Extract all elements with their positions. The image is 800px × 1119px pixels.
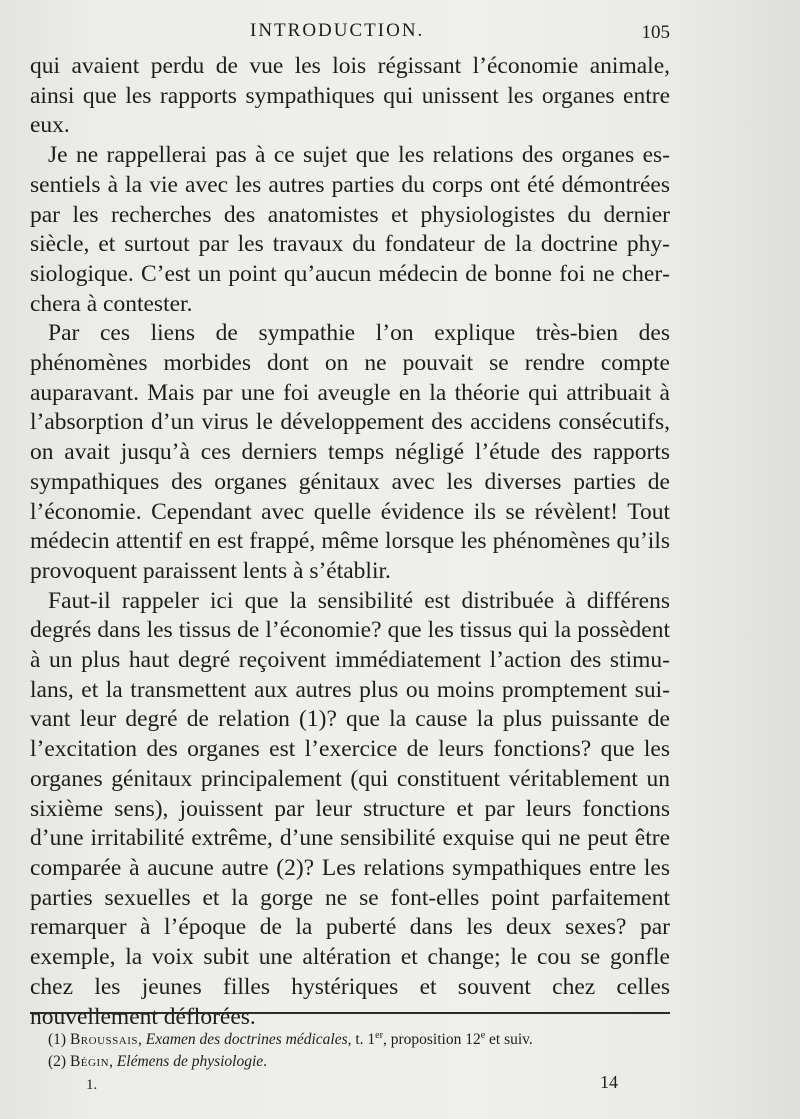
footnote-detail: , proposition 12 bbox=[382, 1031, 481, 1048]
running-title: INTRODUCTION. bbox=[250, 20, 425, 41]
paragraph: Faut-il rappeler ici que la sensibilité est distribuée à différens degrés dans les tissus de l’économie? que les tissus qui la possèdent à un plus haut degré reçoivent immédiatement l’action des stimulans, et la transmettent aux autres plus ou moins promptement suivant leur degré de relation (1)? que la cause la plus puissante de l’excitation des organes est l’exercice de leurs fonctions? que les organes génitaux principalement (qui constituent véritablement un sixième sens), jouissent par leur structure et par leurs fonctions d’une irritabilité extrême, d’une sensibilité exquise qui ne peut être comparée à aucune autre (2)? Les relations sympathiques entre les parties sexuelles et la gorge ne se font-elles point parfaitement remarquer à l’époque de la puberté dans les deux sexes? par exemple, la voix subit une altération et change; le cou se gonfle chez les jeunes filles hystériques et souvent chez celles nouvellement déflorées. bbox=[30, 587, 670, 1030]
body-text bbox=[30, 52, 670, 1032]
footnote-rule bbox=[30, 1012, 670, 1014]
footnote-author: Bégin bbox=[69, 1053, 110, 1070]
footnote-superscript: e bbox=[480, 1030, 486, 1041]
footnote-detail: . bbox=[263, 1053, 268, 1070]
paragraph: Par ces liens de sympathie l’on explique très-bien des phénomènes morbides dont on ne pouvait se rendre compte auparavant. Mais par une foi aveugle en la théorie qui attribuait à l’absorption d’un virus le développement des accidens consécutifs, on avait jusqu’à ces derniers temps négligé l’étude des rapports sympathiques des organes génitaux avec les diverses parties de l’économie. Cependant avec quelle évidence ils se révèlent! Tout médecin attentif en est frappé, même lorsque les phénomènes qu’ils provoquent paraissent lents à s’établir. bbox=[30, 320, 670, 584]
footnote-superscript: er bbox=[375, 1030, 383, 1041]
footnote-title: Examen des doctrines médicales bbox=[145, 1031, 348, 1048]
page-edge-shadow bbox=[690, 0, 800, 1119]
paragraph: Je ne rappellerai pas à ce sujet que les relations des organes essentiels à la vie avec les autres parties du corps ont été démontrées par les recherches des anatomistes et physiologistes du dernier siècle, et surtout par les travaux du fondateur de la doctrine physiologique. C’est un point qu’aucun médecin de bonne foi ne cherchera à contester. bbox=[30, 142, 670, 317]
footnote-title: Elémens de physiologie bbox=[116, 1053, 264, 1070]
footnote-detail: , t. 1 bbox=[347, 1031, 376, 1048]
signature-mark-left: 1. bbox=[86, 1077, 98, 1093]
footnote-marker: (2) bbox=[48, 1053, 67, 1070]
running-head bbox=[30, 14, 670, 44]
paragraph-continued: qui avaient perdu de vue les lois régissant l’économie animale, ainsi que les rapports sympathiques qui unissent les organes entre eux. bbox=[30, 53, 670, 139]
footnotes bbox=[48, 1025, 670, 1073]
footnote-2: (2) Bégin, Elémens de physiologie. bbox=[48, 1053, 268, 1070]
page-number: 105 bbox=[641, 22, 670, 43]
signature-mark-right: 14 bbox=[600, 1072, 618, 1092]
footnote-1: (1) Broussais, Examen des doctrines médicales, t. 1er, proposition 12e et suiv. bbox=[48, 1030, 533, 1048]
footnote-detail: et suiv. bbox=[485, 1031, 533, 1048]
footnote-author: Broussais bbox=[69, 1031, 138, 1048]
footnote-marker: (1) bbox=[48, 1031, 67, 1048]
